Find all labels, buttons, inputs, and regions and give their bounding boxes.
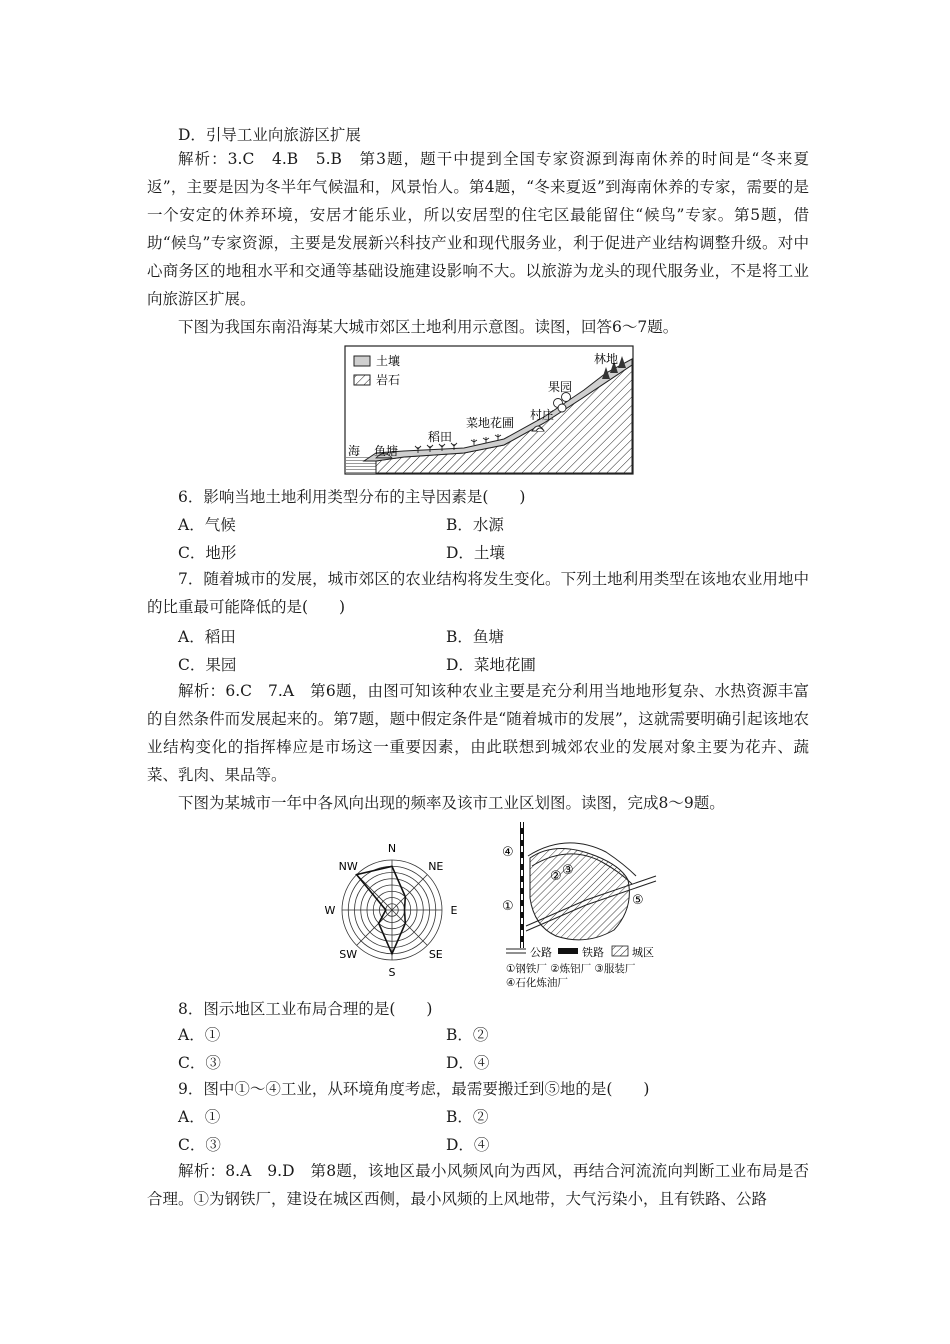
direction-label-e: E	[450, 904, 458, 917]
legend-rock-label: 岩石	[376, 373, 401, 387]
label-vegetable-garden: 菜地花圃	[466, 416, 515, 430]
legend-city-label: 城区	[632, 946, 654, 959]
direction-label-sw: SW	[339, 947, 358, 961]
legend-rock-swatch	[354, 375, 370, 385]
marker-2: ②	[550, 869, 562, 884]
intro-6-7	[147, 313, 809, 341]
direction-label-s: S	[388, 966, 396, 979]
marker-4: ④	[502, 845, 514, 860]
analysis-3-5	[147, 145, 809, 313]
q9-stem: 9．图中①～④工业，从环境角度考虑，最需要搬迁到⑤地的是( )	[178, 1080, 650, 1098]
legend-soil-swatch	[354, 356, 370, 366]
label-village: 村庄	[530, 408, 555, 422]
q6-option-a: A．气候	[178, 516, 236, 534]
analysis-6-7	[147, 677, 809, 789]
marker-3: ③	[562, 863, 574, 878]
q5-option-d: D．引导工业向旅游区扩展	[178, 126, 361, 144]
marker-1: ①	[502, 899, 514, 914]
q6-option-b: B．水源	[446, 516, 504, 534]
industrial-zoning-figure	[496, 818, 666, 990]
q6-option-c: C．地形	[178, 544, 237, 562]
analysis-8-9	[147, 1157, 809, 1213]
legend-factories-line1: ①钢铁厂 ②炼铝厂 ③服装厂	[506, 963, 636, 975]
q7-stem-text: 7．随着城市的发展，城市郊区的农业结构将发生变化。下列土地利用类型在该地农业用地中的比重最可能降低的是( )	[147, 570, 809, 616]
direction-label-ne: NE	[428, 860, 444, 874]
direction-label-w: W	[324, 904, 336, 917]
q8-option-c: C．③	[178, 1054, 221, 1072]
intro-6-7-text: 下图为我国东南沿海某大城市郊区土地利用示意图。读图，回答6～7题。	[178, 318, 679, 336]
legend-soil-label: 土壤	[376, 354, 401, 368]
legend-city-symbol	[612, 946, 628, 956]
intro-8-9	[147, 789, 809, 817]
legend-road-label: 公路	[530, 946, 552, 959]
q7-option-b: B．鱼塘	[446, 628, 504, 646]
direction-label-se: SE	[428, 947, 443, 961]
legend-rail-label: 铁路	[582, 946, 604, 959]
label-sea: 海	[348, 444, 361, 458]
q7-option-a: A．稻田	[178, 628, 236, 646]
legend-factories-line2: ④石化炼油厂	[506, 977, 568, 989]
q6-option-d: D．土壤	[446, 544, 505, 562]
wind-rose-figure	[322, 830, 462, 988]
q8-stem: 8．图示地区工业布局合理的是( )	[178, 1000, 433, 1018]
label-forest: 林地	[594, 352, 619, 366]
q8-option-b: B．②	[446, 1026, 489, 1044]
q7-option-d: D．菜地花圃	[446, 656, 536, 674]
q9-option-c: C．③	[178, 1136, 221, 1154]
q9-option-a: A．①	[178, 1108, 221, 1126]
analysis-3-5-text: 解析：3.C 4.B 5.B 第3题，题干中提到全国专家资源到海南休养的时间是“冬来夏返”，主要是因为冬半年气候温和，风景怡人。第4题，“冬来夏返”到海南休养的专家，需要的是一个安定的休养环境，安居才能乐业，所以安居型的住宅区最能留住“候鸟”专家。第5题，借助“候鸟”专家资源，主要是发展新兴科技产业和现代服务业，利于促进产业结构调整升级。对中心商务区的地租水平和交通等基础设施建设影响不大。以旅游为龙头的现代服务业，不是将工业向旅游区扩展。	[147, 150, 809, 308]
analysis-8-9-text: 解析：8.A 9.D 第8题，该地区最小风频风向为西风，再结合河流流向判断工业布局是否合理。①为钢铁厂，建设在城区西侧，最小风频的上风地带，大气污染小，且有铁路、公路	[147, 1162, 809, 1208]
q8-option-a: A．①	[178, 1026, 221, 1044]
q7-option-c: C．果园	[178, 656, 237, 674]
q9-option-b: B．②	[446, 1108, 489, 1126]
label-fish-pond: 鱼塘	[374, 444, 399, 458]
q8-option-d: D．④	[446, 1054, 490, 1072]
city-area	[530, 848, 629, 939]
direction-label-n: N	[387, 842, 397, 855]
label-rice-field: 稻田	[428, 430, 453, 444]
q6-stem: 6．影响当地土地利用类型分布的主导因素是( )	[178, 488, 526, 506]
q7-stem	[147, 565, 809, 621]
direction-label-nw: NW	[338, 860, 358, 874]
q9-option-d: D．④	[446, 1136, 490, 1154]
label-orchard: 果园	[548, 380, 573, 394]
analysis-6-7-text: 解析：6.C 7.A 第6题，由图可知该种农业主要是充分利用当地地形复杂、水热资源丰富的自然条件而发展起来的。第7题，题中假定条件是“随着城市的发展”，这就需要明确引起该地农业结构变化的指挥棒应是市场这一重要因素，由此联想到城郊农业的发展对象主要为花卉、蔬菜、乳肉、果品等。	[147, 682, 809, 784]
legend-rail-symbol	[558, 948, 578, 954]
land-use-figure	[344, 345, 634, 475]
intro-8-9-text: 下图为某城市一年中各风向出现的频率及该市工业区划图。读图，完成8～9题。	[178, 794, 725, 812]
marker-5: ⑤	[632, 893, 644, 908]
